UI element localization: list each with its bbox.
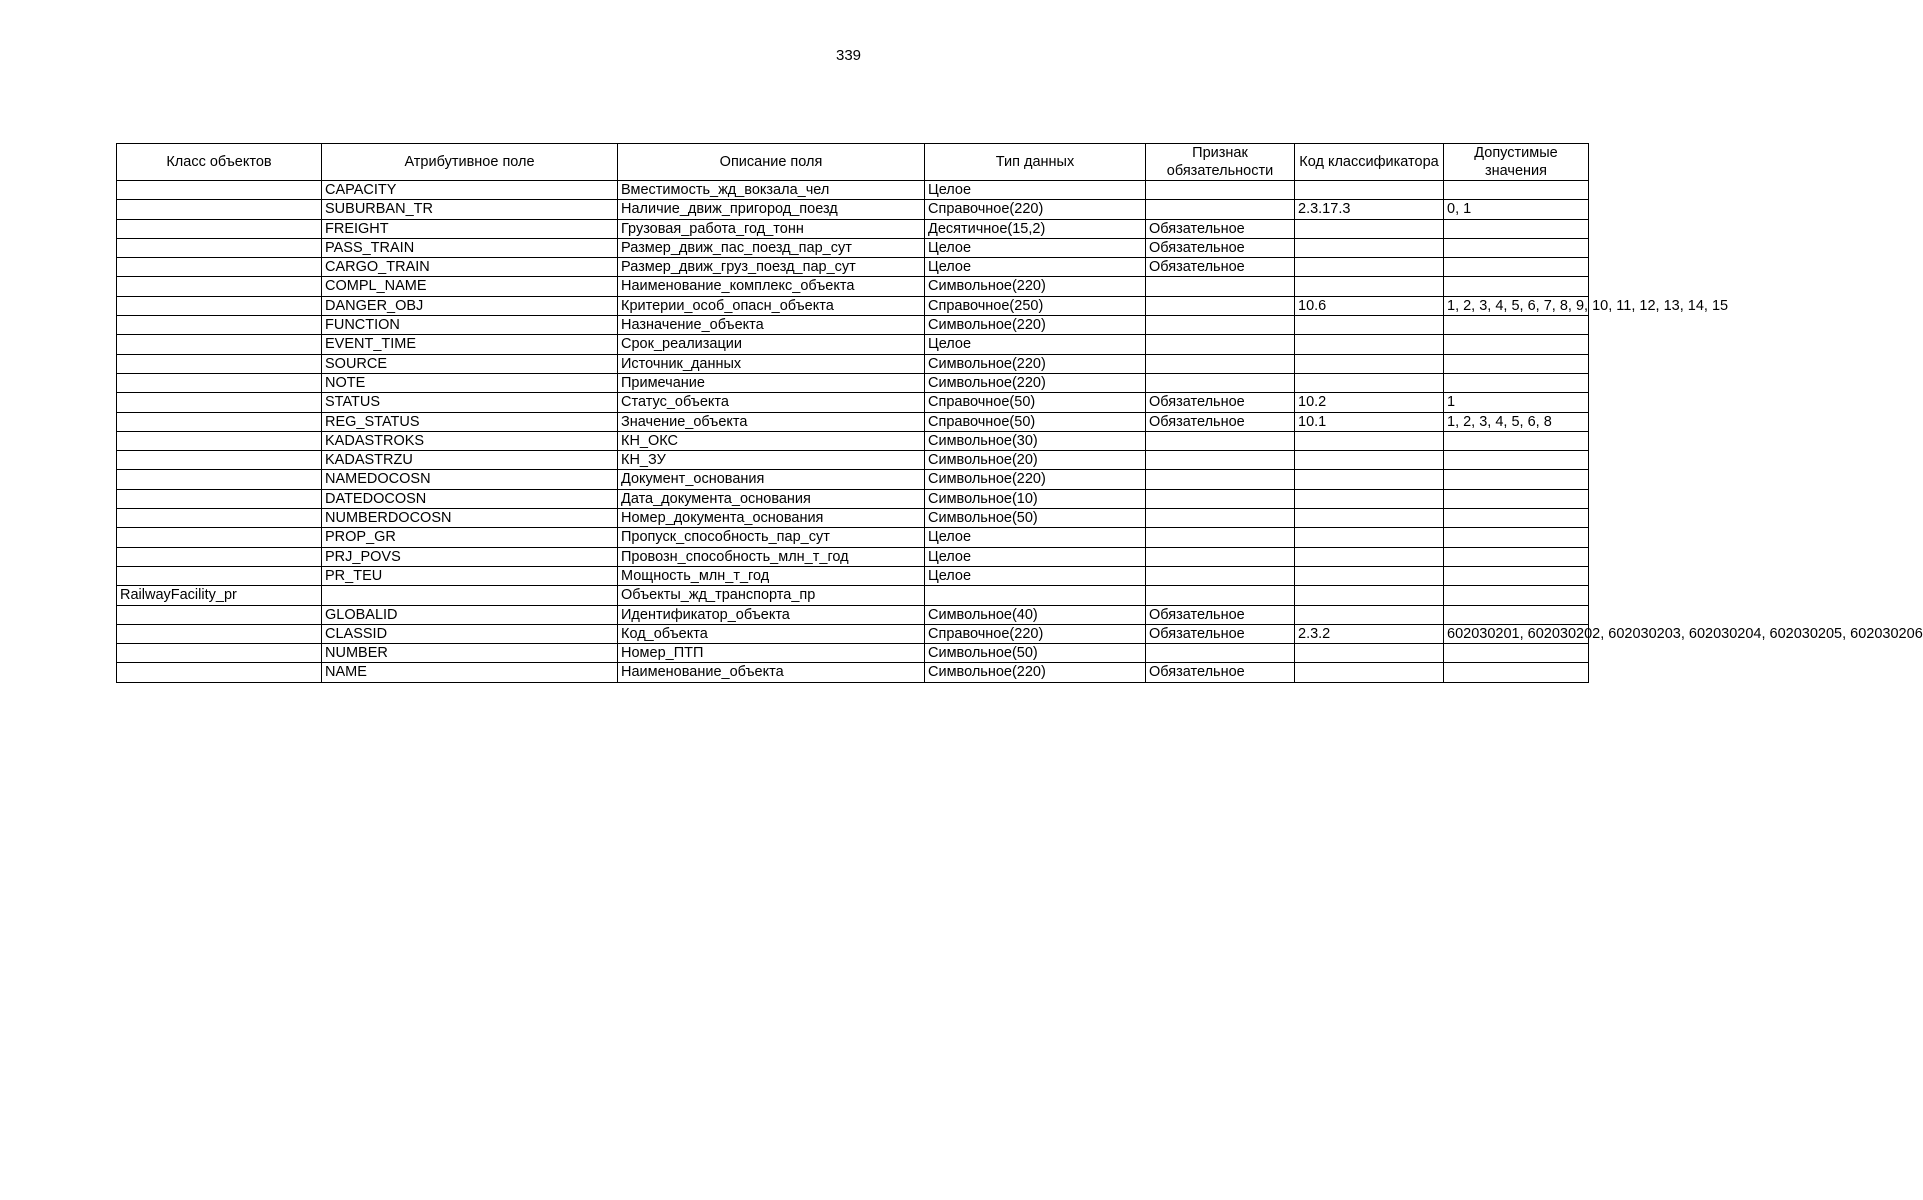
attribute-field-cell: NAME — [322, 663, 618, 682]
attribute-field-cell: PRJ_POVS — [322, 547, 618, 566]
object-class-cell — [117, 412, 322, 431]
classifier-code-cell: 2.3.2 — [1295, 624, 1444, 643]
required-flag-cell — [1146, 373, 1295, 392]
table-row — [117, 644, 1589, 663]
allowed-values-cell — [1444, 547, 1589, 566]
table-row — [117, 181, 1589, 200]
allowed-values-cell — [1444, 644, 1589, 663]
header-field-description: Описание поля — [618, 144, 925, 181]
table-row — [117, 316, 1589, 335]
data-type-cell: Справочное(250) — [925, 296, 1146, 315]
table-row — [117, 663, 1589, 682]
object-class-cell — [117, 470, 322, 489]
attribute-field-cell: SOURCE — [322, 354, 618, 373]
allowed-values-cell — [1444, 373, 1589, 392]
allowed-values-cell: 1, 2, 3, 4, 5, 6, 8 — [1444, 412, 1589, 431]
data-type-cell: Символьное(220) — [925, 354, 1146, 373]
field-description-cell: Грузовая_работа_год_тонн — [618, 219, 925, 238]
required-flag-cell — [1146, 509, 1295, 528]
data-type-cell: Целое — [925, 335, 1146, 354]
table-row — [117, 509, 1589, 528]
data-type-cell: Десятичное(15,2) — [925, 219, 1146, 238]
data-type-cell: Целое — [925, 547, 1146, 566]
classifier-code-cell — [1295, 547, 1444, 566]
table-row — [117, 219, 1589, 238]
data-type-cell: Справочное(50) — [925, 412, 1146, 431]
object-class-cell — [117, 431, 322, 450]
header-data-type: Тип данных — [925, 144, 1146, 181]
table-row — [117, 258, 1589, 277]
header-object-class: Класс объектов — [117, 144, 322, 181]
object-class-cell — [117, 296, 322, 315]
attribute-field-cell: CARGO_TRAIN — [322, 258, 618, 277]
field-description-cell: Наличие_движ_пригород_поезд — [618, 200, 925, 219]
field-description-cell: Наименование_объекта — [618, 663, 925, 682]
attribute-field-cell: PROP_GR — [322, 528, 618, 547]
table-body — [117, 181, 1923, 683]
attribute-field-cell: PASS_TRAIN — [322, 238, 618, 257]
header-classifier-code: Код классификатора — [1295, 144, 1444, 181]
field-description-cell: Вместимость_жд_вокзала_чел — [618, 181, 925, 200]
object-class-cell — [117, 451, 322, 470]
required-flag-cell: Обязательное — [1146, 624, 1295, 643]
table-row — [117, 566, 1589, 585]
classifier-code-cell — [1295, 316, 1444, 335]
required-flag-cell — [1146, 354, 1295, 373]
allowed-values-cell — [1444, 258, 1589, 277]
attribute-field-cell: SUBURBAN_TR — [322, 200, 618, 219]
table-row — [117, 393, 1589, 412]
classifier-code-cell: 10.6 — [1295, 296, 1444, 315]
data-type-cell: Символьное(50) — [925, 509, 1146, 528]
attribute-field-cell: DANGER_OBJ — [322, 296, 618, 315]
field-description-cell: Мощность_млн_т_год — [618, 566, 925, 585]
object-class-cell — [117, 528, 322, 547]
required-flag-cell: Обязательное — [1146, 238, 1295, 257]
table-row — [117, 412, 1589, 431]
field-description-cell: Номер_документа_основания — [618, 509, 925, 528]
data-type-cell: Целое — [925, 566, 1146, 585]
table-row — [117, 605, 1589, 624]
attribute-field-cell: REG_STATUS — [322, 412, 618, 431]
required-flag-cell — [1146, 200, 1295, 219]
data-type-cell: Символьное(30) — [925, 431, 1146, 450]
field-description-cell: Код_объекта — [618, 624, 925, 643]
object-class-cell — [117, 373, 322, 392]
data-type-cell: Символьное(40) — [925, 605, 1146, 624]
table-row — [117, 373, 1589, 392]
field-description-cell: Статус_объекта — [618, 393, 925, 412]
table-row — [117, 451, 1589, 470]
field-description-cell: Источник_данных — [618, 354, 925, 373]
required-flag-cell — [1146, 566, 1295, 585]
field-description-cell: Размер_движ_груз_поезд_пар_сут — [618, 258, 925, 277]
table-row — [117, 335, 1589, 354]
object-class-cell — [117, 277, 322, 296]
required-flag-cell — [1146, 489, 1295, 508]
allowed-values-cell — [1444, 277, 1589, 296]
table-row — [117, 547, 1589, 566]
attribute-field-cell: GLOBALID — [322, 605, 618, 624]
table-row — [117, 296, 1589, 315]
object-class-cell — [117, 354, 322, 373]
classifier-code-cell — [1295, 528, 1444, 547]
attribute-field-cell: NOTE — [322, 373, 618, 392]
object-class-cell — [117, 489, 322, 508]
data-type-cell: Целое — [925, 181, 1146, 200]
table-row — [117, 586, 1589, 605]
required-flag-cell: Обязательное — [1146, 605, 1295, 624]
classifier-code-cell — [1295, 219, 1444, 238]
allowed-values-cell — [1444, 528, 1589, 547]
allowed-values-cell — [1444, 586, 1589, 605]
object-class-cell — [117, 238, 322, 257]
required-flag-cell — [1146, 451, 1295, 470]
classifier-code-cell — [1295, 335, 1444, 354]
allowed-values-cell — [1444, 354, 1589, 373]
field-description-cell: Дата_документа_основания — [618, 489, 925, 508]
allowed-values-cell — [1444, 605, 1589, 624]
classifier-code-cell — [1295, 509, 1444, 528]
field-description-cell: Пропуск_способность_пар_сут — [618, 528, 925, 547]
object-class-cell — [117, 605, 322, 624]
data-type-cell: Справочное(220) — [925, 624, 1146, 643]
field-description-cell: Размер_движ_пас_поезд_пар_сут — [618, 238, 925, 257]
data-type-cell: Целое — [925, 258, 1146, 277]
classifier-code-cell — [1295, 277, 1444, 296]
required-flag-cell: Обязательное — [1146, 258, 1295, 277]
classifier-code-cell — [1295, 258, 1444, 277]
table-row — [117, 470, 1589, 489]
classifier-code-cell: 10.1 — [1295, 412, 1444, 431]
required-flag-cell — [1146, 528, 1295, 547]
allowed-values-cell: 1, 2, 3, 4, 5, 6, 7, 8, 9, 10, 11, 12, 13, 14, 15 — [1444, 296, 1589, 315]
object-class-cell — [117, 219, 322, 238]
object-class-cell — [117, 316, 322, 335]
field-description-cell: КН_ОКС — [618, 431, 925, 450]
attribute-field-cell: NAMEDOCOSN — [322, 470, 618, 489]
data-type-cell: Символьное(50) — [925, 644, 1146, 663]
required-flag-cell: Обязательное — [1146, 663, 1295, 682]
object-class-cell — [117, 663, 322, 682]
data-type-cell: Целое — [925, 528, 1146, 547]
attribute-field-cell: STATUS — [322, 393, 618, 412]
required-flag-cell — [1146, 335, 1295, 354]
allowed-values-cell: 1 — [1444, 393, 1589, 412]
field-description-cell: Номер_ПТП — [618, 644, 925, 663]
allowed-values-cell — [1444, 335, 1589, 354]
table-row — [117, 489, 1589, 508]
table-row — [117, 431, 1589, 450]
required-flag-cell — [1146, 644, 1295, 663]
attribute-field-cell: KADASTROKS — [322, 431, 618, 450]
object-class-cell — [117, 258, 322, 277]
data-type-cell — [925, 586, 1146, 605]
allowed-values-cell — [1444, 238, 1589, 257]
attribute-field-cell: FREIGHT — [322, 219, 618, 238]
attribute-field-cell: NUMBERDOCOSN — [322, 509, 618, 528]
data-type-cell: Символьное(220) — [925, 316, 1146, 335]
object-class-cell — [117, 200, 322, 219]
field-description-cell: Срок_реализации — [618, 335, 925, 354]
allowed-values-cell — [1444, 451, 1589, 470]
required-flag-cell — [1146, 277, 1295, 296]
attribute-field-cell: PR_TEU — [322, 566, 618, 585]
field-description-cell: Значение_объекта — [618, 412, 925, 431]
field-description-cell: Наименование_комплекс_объекта — [618, 277, 925, 296]
allowed-values-cell — [1444, 566, 1589, 585]
allowed-values-cell — [1444, 431, 1589, 450]
header-allowed-values: Допустимые значения — [1444, 144, 1589, 181]
allowed-values-cell — [1444, 181, 1589, 200]
data-type-cell: Символьное(220) — [925, 277, 1146, 296]
field-description-cell: Примечание — [618, 373, 925, 392]
table-row — [117, 277, 1589, 296]
data-type-cell: Символьное(10) — [925, 489, 1146, 508]
allowed-values-cell — [1444, 509, 1589, 528]
required-flag-cell — [1146, 431, 1295, 450]
classifier-code-cell — [1295, 566, 1444, 585]
field-description-cell: КН_ЗУ — [618, 451, 925, 470]
allowed-values-cell — [1444, 470, 1589, 489]
object-class-cell — [117, 547, 322, 566]
attribute-field-cell: KADASTRZU — [322, 451, 618, 470]
classifier-code-cell — [1295, 663, 1444, 682]
header-row — [117, 144, 1589, 181]
classifier-code-cell — [1295, 373, 1444, 392]
classifier-code-cell — [1295, 451, 1444, 470]
field-description-cell: Провозн_способность_млн_т_год — [618, 547, 925, 566]
object-class-cell — [117, 566, 322, 585]
data-type-cell: Символьное(220) — [925, 373, 1146, 392]
allowed-values-cell: 602030201, 602030202, 602030203, 602030204, 602030205, 602030206 — [1444, 624, 1589, 643]
header-attribute-field: Атрибутивное поле — [322, 144, 618, 181]
data-type-cell: Справочное(220) — [925, 200, 1146, 219]
required-flag-cell — [1146, 586, 1295, 605]
classifier-code-cell — [1295, 431, 1444, 450]
classifier-code-cell — [1295, 238, 1444, 257]
field-description-cell: Назначение_объекта — [618, 316, 925, 335]
data-type-cell: Целое — [925, 238, 1146, 257]
table-row — [117, 354, 1589, 373]
object-class-cell — [117, 509, 322, 528]
field-description-cell: Идентификатор_объекта — [618, 605, 925, 624]
allowed-values-cell — [1444, 316, 1589, 335]
field-description-cell: Объекты_жд_транспорта_пр — [618, 586, 925, 605]
attribute-field-cell: CAPACITY — [322, 181, 618, 200]
attribute-field-cell — [322, 586, 618, 605]
data-type-cell: Символьное(220) — [925, 470, 1146, 489]
data-type-cell: Символьное(20) — [925, 451, 1146, 470]
allowed-values-cell — [1444, 663, 1589, 682]
field-description-cell: Критерии_особ_опасн_объекта — [618, 296, 925, 315]
attribute-field-cell: COMPL_NAME — [322, 277, 618, 296]
classifier-code-cell — [1295, 605, 1444, 624]
required-flag-cell: Обязательное — [1146, 219, 1295, 238]
attribute-field-cell: FUNCTION — [322, 316, 618, 335]
required-flag-cell — [1146, 470, 1295, 489]
object-class-cell — [117, 624, 322, 643]
allowed-values-cell — [1444, 219, 1589, 238]
table-row — [117, 200, 1589, 219]
attribute-field-cell: CLASSID — [322, 624, 618, 643]
object-class-cell — [117, 181, 322, 200]
required-flag-cell — [1146, 296, 1295, 315]
classifier-code-cell — [1295, 470, 1444, 489]
required-flag-cell — [1146, 316, 1295, 335]
classifier-code-cell: 10.2 — [1295, 393, 1444, 412]
attribute-field-cell: NUMBER — [322, 644, 618, 663]
table-row — [117, 528, 1589, 547]
object-class-cell — [117, 335, 322, 354]
data-type-cell: Символьное(220) — [925, 663, 1146, 682]
required-flag-cell: Обязательное — [1146, 412, 1295, 431]
table-row — [117, 624, 1589, 643]
header-required-flag: Признак обязательности — [1146, 144, 1295, 181]
classifier-code-cell — [1295, 489, 1444, 508]
object-class-cell — [117, 393, 322, 412]
attribute-table — [116, 143, 1923, 683]
attribute-field-cell: EVENT_TIME — [322, 335, 618, 354]
attribute-field-cell: DATEDOCOSN — [322, 489, 618, 508]
field-description-cell: Документ_основания — [618, 470, 925, 489]
required-flag-cell — [1146, 547, 1295, 566]
allowed-values-cell — [1444, 489, 1589, 508]
page-number: 339 — [835, 47, 862, 64]
allowed-values-cell: 0, 1 — [1444, 200, 1589, 219]
classifier-code-cell — [1295, 181, 1444, 200]
required-flag-cell — [1146, 181, 1295, 200]
classifier-code-cell — [1295, 586, 1444, 605]
classifier-code-cell — [1295, 644, 1444, 663]
table-row — [117, 238, 1589, 257]
object-class-cell — [117, 644, 322, 663]
data-type-cell: Справочное(50) — [925, 393, 1146, 412]
required-flag-cell: Обязательное — [1146, 393, 1295, 412]
classifier-code-cell: 2.3.17.3 — [1295, 200, 1444, 219]
object-class-cell: RailwayFacility_pr — [117, 586, 322, 605]
classifier-code-cell — [1295, 354, 1444, 373]
